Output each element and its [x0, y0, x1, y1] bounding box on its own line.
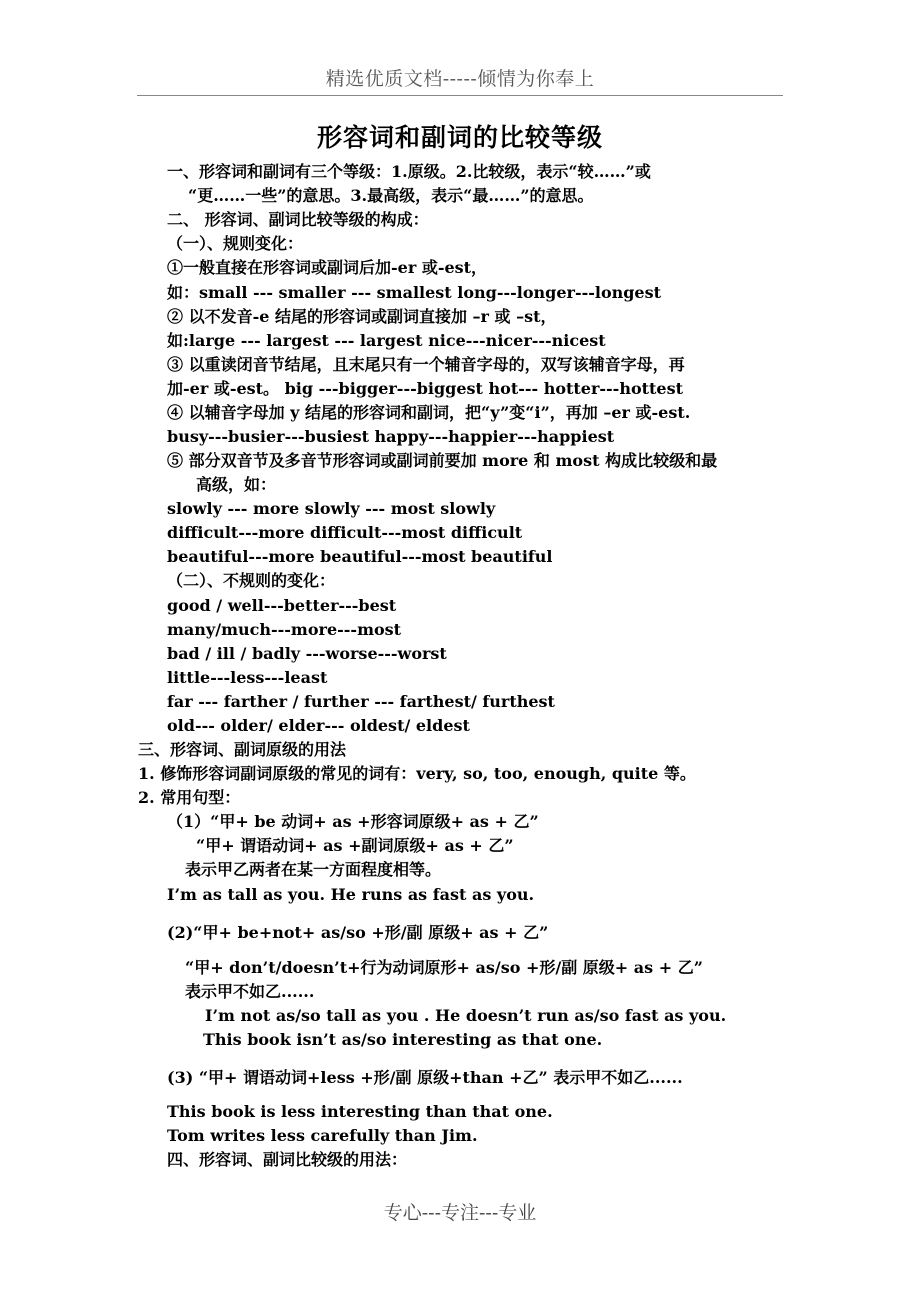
text-line: slowly --- more slowly --- most slowly	[167, 499, 496, 518]
text-line: 表示甲不如乙......	[185, 982, 315, 1001]
text-line: old--- older/ elder--- oldest/ eldest	[167, 716, 470, 735]
text-line: “甲+ don’t/doesn’t+行为动词原形+ as/so +形/副 原级+ as + 乙”	[185, 958, 703, 977]
text-line: many/much---more---most	[167, 620, 402, 639]
text-line: 表示甲乙两者在某一方面程度相等。	[185, 860, 442, 879]
text-line: (2)“甲+ be+not+ as/so +形/副 原级+ as + 乙”	[167, 923, 549, 942]
text-line: good / well---better---best	[167, 596, 397, 615]
text-line: 高级，如：	[196, 475, 277, 494]
text-line: 如:large --- largest --- largest nice---nicer---nicest	[167, 331, 606, 350]
text-line: busy---busier---busiest happy---happier---happiest	[167, 427, 615, 446]
text-line: “甲+ 谓语动词+ as +副词原级+ as + 乙”	[196, 836, 514, 855]
text-line: This book is less interesting than that one.	[167, 1102, 553, 1121]
text-line: I’m not as/so tall as you . He doesn’t run as/so fast as you.	[205, 1006, 727, 1025]
text-line: 三、形容词、副词原级的用法	[138, 740, 347, 759]
text-line: 2. 常用句型：	[138, 788, 241, 807]
text-line: 一、形容词和副词有三个等级：1.原级。2.比较级，表示“较……”或	[167, 162, 651, 181]
text-line: (3) “甲+ 谓语动词+less +形/副 原级+than +乙” 表示甲不如乙......	[167, 1068, 683, 1087]
text-line: “更……一些”的意思。3.最高级，表示“最……”的意思。	[188, 186, 594, 205]
text-line: I’m as tall as you. He runs as fast as you.	[167, 885, 535, 904]
text-line: 加-er 或-est。 big ---bigger---biggest hot--- hotter---hottest	[167, 379, 683, 398]
text-line: 四、形容词、副词比较级的用法：	[167, 1150, 408, 1169]
text-line: difficult---more difficult---most difficult	[167, 523, 523, 542]
text-line: ④ 以辅音字母加 y 结尾的形容词和副词，把“y”变“i”，再加 –er 或-est.	[167, 403, 691, 422]
page-footer: 专心---专注---专业	[383, 1202, 537, 1224]
text-line: ③ 以重读闭音节结尾，且末尾只有一个辅音字母的，双写该辅音字母，再	[167, 355, 685, 374]
text-line: This book isn’t as/so interesting as that one.	[203, 1030, 603, 1049]
page-header: 精选优质文档-----倾情为你奉上	[325, 68, 595, 90]
text-line: 二、 形容词、副词比较等级的构成：	[167, 210, 429, 229]
text-line: ①一般直接在形容词或副词后加-er 或-est，	[167, 258, 488, 277]
text-line: （一）、规则变化：	[167, 234, 304, 253]
header-rule	[137, 95, 783, 96]
text-line: （1）“甲+ be 动词+ as +形容词原级+ as + 乙”	[167, 812, 539, 831]
text-line: far --- farther / further --- farthest/ furthest	[167, 692, 555, 711]
text-line: Tom writes less carefully than Jim.	[167, 1126, 478, 1145]
text-line: ② 以不发音-e 结尾的形容词或副词直接加 –r 或 –st，	[167, 307, 557, 326]
text-line: beautiful---more beautiful---most beautiful	[167, 547, 553, 566]
text-line: little---less---least	[167, 668, 328, 687]
text-line: ⑤ 部分双音节及多音节形容词或副词前要加 more 和 most 构成比较级和最	[167, 451, 718, 470]
text-line: bad / ill / badly ---worse---worst	[167, 644, 447, 663]
text-line: 如：small --- smaller --- smallest long---longer---longest	[167, 283, 662, 302]
text-line: （二）、不规则的变化：	[167, 571, 336, 590]
document-title: 形容词和副词的比较等级	[316, 123, 603, 152]
text-line: 1. 修饰形容词副词原级的常见的词有：very, so, too, enough, quite 等。	[138, 764, 696, 783]
